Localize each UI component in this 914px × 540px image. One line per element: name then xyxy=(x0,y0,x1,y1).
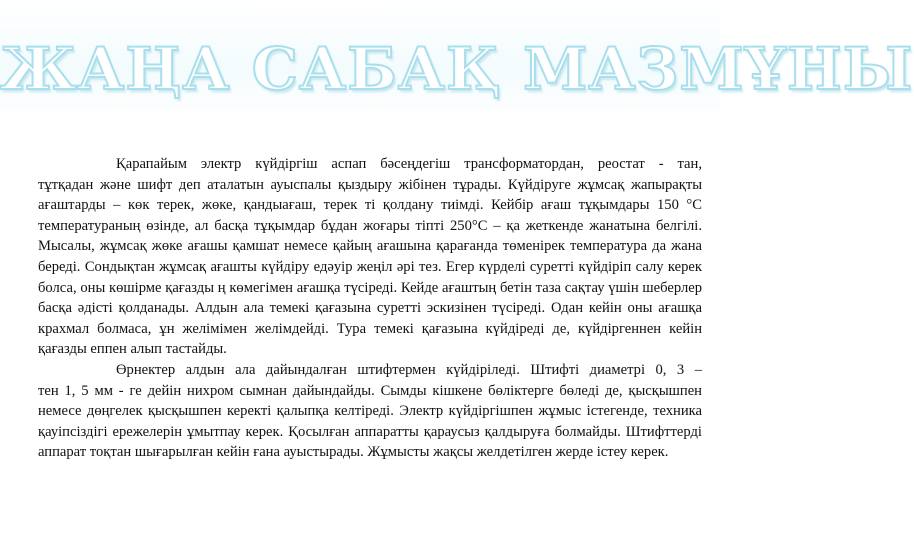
paragraph-2-first-line: Өрнектер алдын ала дайындалған штифтермен күйдіріледі. Штифті диаметрі 0, 3 – xyxy=(116,361,702,378)
slide-title: ЖАҢА САБАҚ МАЗМҰНЫ xyxy=(0,35,914,103)
body-text xyxy=(38,154,702,494)
paragraph-1-body: тұтқадан және шифт деп аталатын ауыспалы қыздыру жібінен тұрады. Күйдіруге жұмсақ жапырақты ағаштарды – көк терек, жөке, қандыағаш, терек ті қолдану тиімді. Кейбір ағаш тұқымдары 150 °С температураның өзінде, ал басқа тұқымдар бұдан жоғары тіпті 250°С – қа жеткенде жанатына белгілі. Мысалы, жұмсақ жөке ағашы қамшат немесе қайың ағашына қарағанда төменірек температура да жана береді. Сондықтан жұмсақ ағашты күйдіру едәуір жеңіл әрі тез. Егер күрделі суретті күйдіріп салу керек болса, оны көшірме қағазды ң көмегімен ағашқа түсіреді. Кейде ағаштың бетін таза сақтау үшін шеберлер басқа әдісті қолданады. Алдын ала темекі қағазына суретті эскизінен түсіреді. Одан кейін оны ағашқа крахмал болмаса, ұн желімімен желімдейді. Тура темекі қағазына күйдіреді де, күйдіргеннен кейін қағазды еппен алып тастайды. xyxy=(38,176,702,358)
paragraph-2-body: тен 1, 5 мм - ге дейін нихром сымнан дайындайды. Сымды кішкене бөліктерге бөледі де, қысқышпен немесе дөңгелек қысқышпен керекті қалыпқа келтіреді. Электр күйдіргішпен жұмыс істегенде, техника қауіпсіздігі ережелерін ұмытпау керек. Қосылған аппаратты қараусыз қалдыруға болмайды. Штифттерді аппарат тоқтан шығарылған кейін ғана ауыстырады. Жұмысты жақсы желдетілген жерде істеу керек. xyxy=(38,382,702,461)
paragraph-1-first-line: Қарапайым электр күйдіргіш аспап бәсеңдегіш трансформатордан, реостат - тан, xyxy=(116,156,702,172)
